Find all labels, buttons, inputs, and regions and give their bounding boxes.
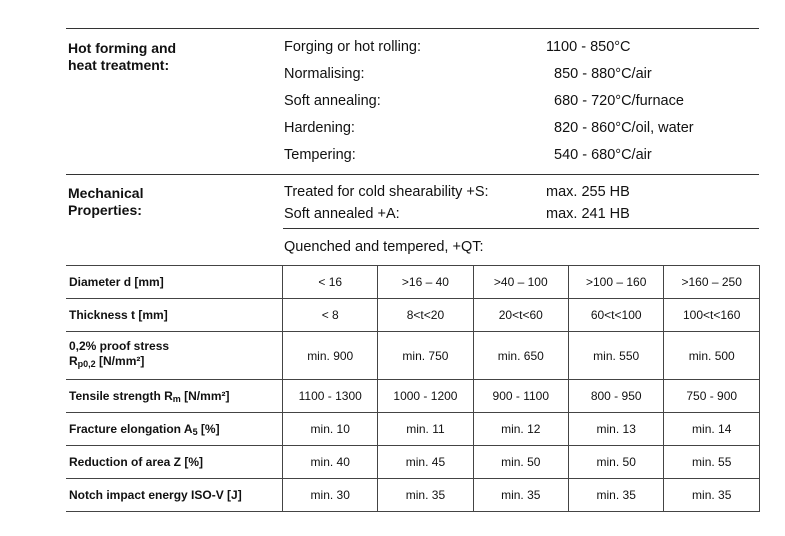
process-forging: Forging or hot rolling: (284, 39, 422, 55)
row-label (66, 413, 283, 446)
table-cell: min. 50 (473, 446, 568, 479)
row-label-text: Thickness t [mm] (69, 308, 168, 322)
table-cell: min. 35 (473, 479, 568, 512)
table-cell: min. 750 (378, 332, 473, 380)
table-cell: min. 650 (473, 332, 568, 380)
heat-treatment-title (68, 40, 176, 74)
process-tempering: Tempering: (284, 147, 356, 163)
section-divider (66, 174, 759, 175)
row-label (66, 299, 283, 332)
table-cell: 800 - 950 (568, 380, 663, 413)
table-cell: < 8 (283, 299, 378, 332)
qt-divider (283, 228, 759, 229)
row-label-subscript: m (172, 393, 181, 404)
value-forging: 1100 - 850°C (546, 39, 631, 55)
mechanical-title-line2: Properties: (68, 202, 142, 218)
table-cell: 60<t<100 (568, 299, 663, 332)
row-label-text: Tensile strength R (69, 388, 173, 403)
table-cell: 100<t<160 (664, 299, 760, 332)
table-row (66, 266, 760, 299)
value-tempering: 540 - 680°C/air (554, 147, 652, 163)
row-label-subscript: p0,2 (77, 359, 96, 369)
table-cell: min. 55 (664, 446, 760, 479)
row-label (66, 380, 283, 413)
row-label (66, 266, 283, 299)
row-label (66, 479, 283, 512)
table-cell: min. 35 (664, 479, 760, 512)
table-cell: min. 900 (283, 332, 378, 380)
row-label-text: Diameter d [mm] (69, 275, 164, 289)
process-soft-annealing: Soft annealing: (284, 93, 381, 109)
table-row (66, 332, 760, 380)
value-normalising: 850 - 880°C/air (554, 66, 652, 82)
table-cell: >100 – 160 (568, 266, 663, 299)
row-label-text: Notch impact energy ISO-V [J] (69, 488, 242, 502)
row-label-symbol: R (69, 354, 78, 368)
heat-treatment-title-line1: Hot forming and (68, 40, 177, 56)
mechanical-title (68, 185, 143, 219)
qt-label: Quenched and tempered, +QT: (284, 239, 484, 255)
table-cell: 8<t<20 (378, 299, 473, 332)
row-label-text: 0,2% proof stress (69, 339, 170, 353)
table-cell: 20<t<60 (473, 299, 568, 332)
table-row (66, 413, 760, 446)
table-cell: min. 500 (664, 332, 760, 380)
value-soft-annealing: 680 - 720°C/furnace (554, 93, 684, 109)
row-label-unit: [%] (197, 421, 220, 436)
heat-treatment-title-line2: heat treatment: (68, 57, 170, 73)
row-label-line2 (69, 354, 282, 372)
condition-cold-shearability: Treated for cold shearability +S: (284, 184, 489, 200)
top-divider (66, 28, 759, 29)
table-cell: 750 - 900 (664, 380, 760, 413)
table-cell: >160 – 250 (664, 266, 760, 299)
row-label-text: Fracture elongation A (69, 421, 193, 436)
value-soft-annealed: max. 241 HB (546, 206, 630, 222)
condition-soft-annealed: Soft annealed +A: (284, 206, 400, 222)
table-cell: min. 12 (473, 413, 568, 446)
table-cell: min. 35 (568, 479, 663, 512)
value-hardening: 820 - 860°C/oil, water (554, 120, 694, 136)
table-cell: 1000 - 1200 (378, 380, 473, 413)
table-cell: min. 10 (283, 413, 378, 446)
table-row (66, 380, 760, 413)
row-label (66, 446, 283, 479)
row-label-unit: [N/mm²] (180, 388, 230, 403)
process-hardening: Hardening: (284, 120, 355, 136)
table-cell: >40 – 100 (473, 266, 568, 299)
table-cell: min. 13 (568, 413, 663, 446)
table-cell: min. 14 (664, 413, 760, 446)
value-cold-shearability: max. 255 HB (546, 184, 630, 200)
table-cell: 1100 - 1300 (283, 380, 378, 413)
table-row (66, 299, 760, 332)
properties-table (66, 265, 760, 512)
process-normalising: Normalising: (284, 66, 365, 82)
table-cell: < 16 (283, 266, 378, 299)
row-label (66, 332, 283, 380)
row-label-text: Reduction of area Z [%] (69, 455, 204, 469)
mechanical-title-line1: Mechanical (68, 185, 144, 201)
table-row (66, 479, 760, 512)
table-cell: min. 40 (283, 446, 378, 479)
table-cell: min. 35 (378, 479, 473, 512)
table-cell: min. 30 (283, 479, 378, 512)
row-label-unit: [N/mm²] (95, 354, 145, 368)
table-cell: 900 - 1100 (473, 380, 568, 413)
table-row (66, 446, 760, 479)
row-label-subscript: 5 (192, 426, 198, 437)
table-cell: min. 45 (378, 446, 473, 479)
table-cell: min. 550 (568, 332, 663, 380)
table-cell: >16 – 40 (378, 266, 473, 299)
table-cell: min. 11 (378, 413, 473, 446)
table-cell: min. 50 (568, 446, 663, 479)
